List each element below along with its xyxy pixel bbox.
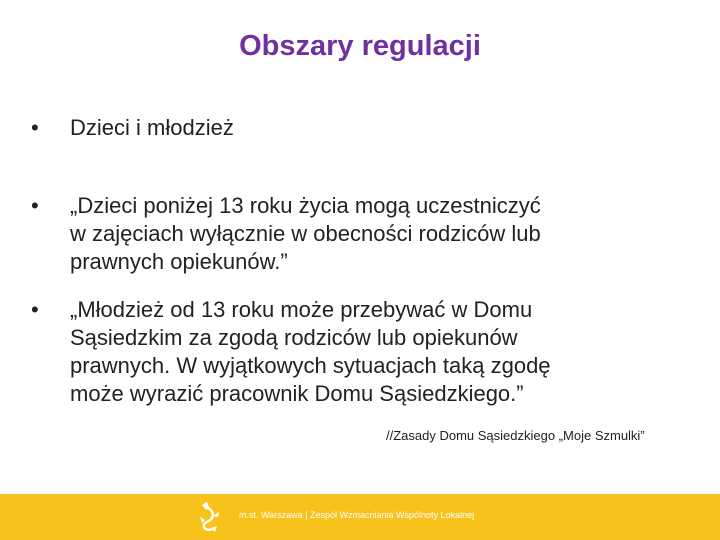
bullet-line: w zajęciach wyłącznie w obecności rodziców lub [70,221,541,246]
bullet-line: prawnych opiekunów.” [70,249,288,274]
footer-bar [0,494,720,540]
bullet-marker: • [31,297,39,322]
bullet-marker: • [31,115,39,140]
bullet-marker: • [31,193,39,218]
warsaw-mermaid-logo-icon [196,501,222,533]
footer-text: m.st. Warszawa | Zespół Wzmacniania Wspólnoty Lokalnej [239,510,475,520]
bullet-item [70,296,710,408]
bullet-line: Sąsiedzkim za zgodą rodziców lub opiekunów [70,325,518,350]
source-citation: //Zasady Domu Sąsiedzkiego „Moje Szmulki” [386,428,645,443]
bullet-line: „Młodzież od 13 roku może przebywać w Domu [70,297,533,322]
bullet-line: „Dzieci poniżej 13 roku życia mogą uczestniczyć [70,193,541,218]
bullet-line: prawnych. W wyjątkowych sytuacjach taką zgodę [70,353,551,378]
bullet-item [70,192,710,276]
bullet-item [70,114,710,142]
bullet-line: Dzieci i młodzież [70,115,234,140]
bullet-line: może wyrazić pracownik Domu Sąsiedzkiego.” [70,381,524,406]
slide-title: Obszary regulacji [239,30,481,62]
